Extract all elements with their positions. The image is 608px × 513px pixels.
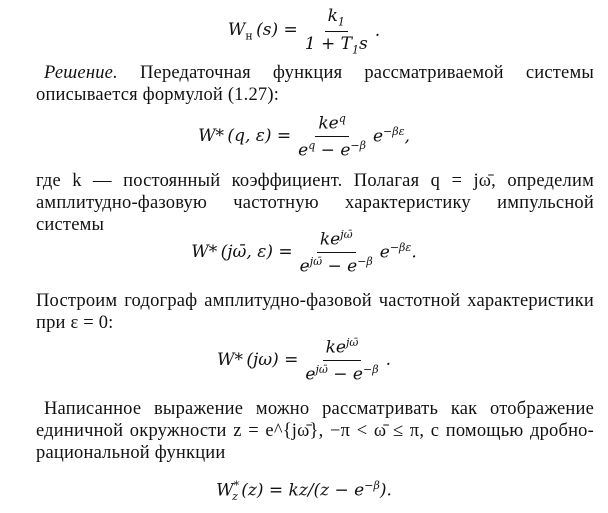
solution-text: Передаточная функция рассматриваемой системы описывается формулой (1.27): — [36, 63, 594, 105]
formula-w-q-eps: W* (q, ε) = $\frac{ke^q}{e^q - e^{-\beta}}$ $e^{-\beta\varepsilon}$, — [198, 111, 410, 161]
formula-transfer-function: $W_н$ (s) = $\frac{k_1}{1 + T_1s}$ . — [227, 6, 381, 56]
paragraph-solution — [36, 62, 594, 106]
formula-w-jomega-eps: W* (jω̄, ε) = $\frac{ke^{j\omegā}}{e^{j\omegā} - e^{-\beta}}$ $e^{-\beta\varepsilon}$. — [191, 227, 417, 277]
paragraph-hodograph: Построим годограф амплитудно-фазовой частотной характеристики при ε = 0: — [36, 291, 594, 333]
fraction: $\frac{k_1}{1 + T_1s}$ — [304, 6, 368, 56]
fraction: $\frac{ke^{j\omegā}}{e^{j\omegā} - e^{-\beta}}$ — [299, 227, 373, 277]
formula-lhs: $W_н$ (s) = — [227, 19, 298, 43]
fraction: $\frac{ke^q}{e^q - e^{-\beta}}$ — [298, 111, 366, 161]
solution-label: Решение. — [44, 63, 118, 83]
paragraph-where-k: где k — постоянный коэффициент. Полагая q = jω̄, определим амплитудно-фазовую частотную характеристику импульсной системы — [36, 171, 594, 235]
formula-w-jomega: W* (jω) = $\frac{ke^{j\omegā}}{e^{j\omegā} - e^{-\beta}}$ . — [217, 335, 391, 385]
formula-wz: $W^*_z$ $(z) = kz/(z - e^{-\beta})$. — [216, 478, 392, 504]
fraction: $\frac{ke^{j\omegā}}{e^{j\omegā} - e^{-\beta}}$ — [305, 335, 379, 385]
paragraph-mapping: Написанное выражение можно рассматривать как отображение единичной окружности z = e^{jω̄}, −π < ω̄ ≤ π, с помощью дробно-рациональной функции — [36, 399, 594, 463]
